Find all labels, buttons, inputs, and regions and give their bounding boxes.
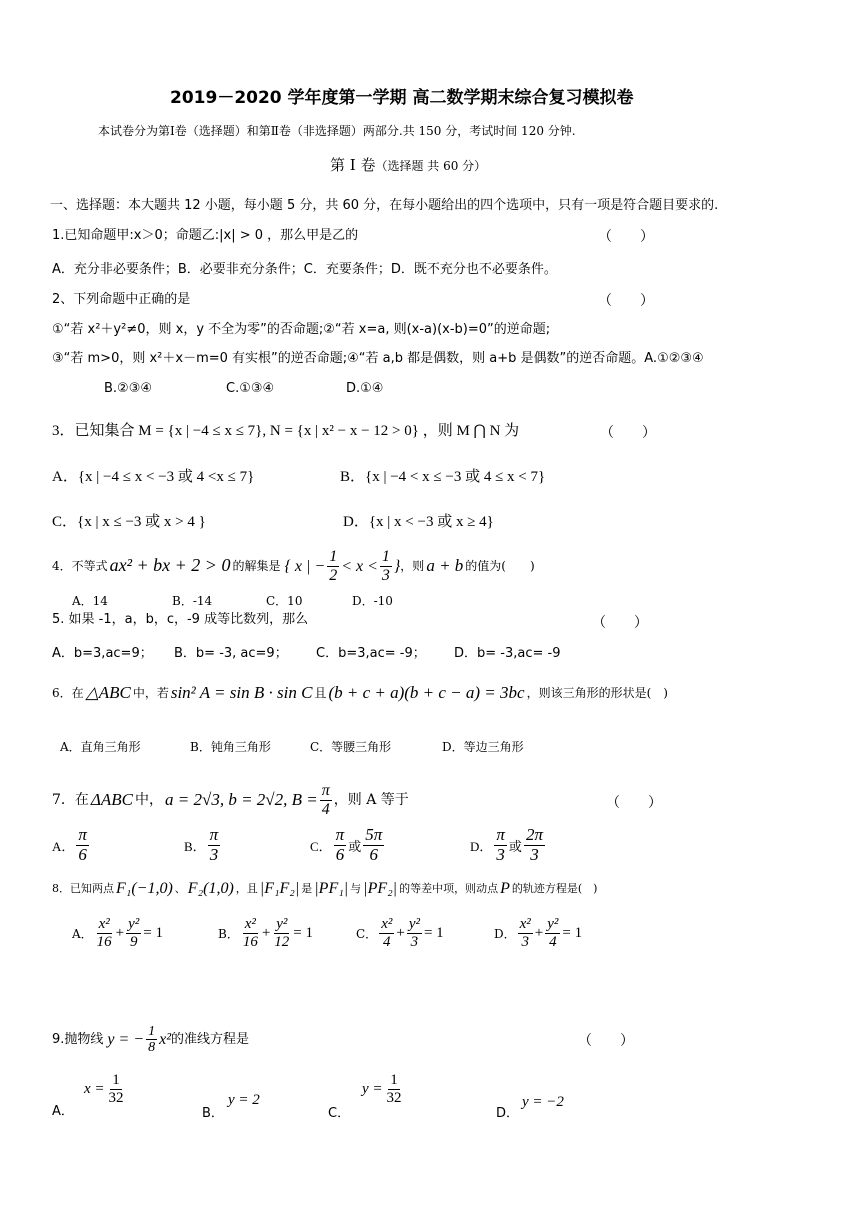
- question-9-stem-pre: 9.抛物线: [52, 1032, 104, 1048]
- question-4-stem: [52, 548, 535, 584]
- question-1-answer-blank: （ ）: [598, 229, 654, 245]
- fraction-denominator: 16: [96, 933, 112, 950]
- question-5-option-c: C．b=3,ac= -9；: [316, 646, 426, 661]
- fraction-numerator: π: [496, 825, 505, 844]
- question-8-option-d: [494, 916, 582, 950]
- fraction-numerator: x²: [381, 916, 393, 932]
- fraction-numerator: 2π: [525, 825, 543, 844]
- section-heading: 一、选择题：本大题共 12 小题，每小题 5 分，共 60 分，在每小题给出的四个选项中，只有一项是符合题目要求的.: [50, 198, 719, 213]
- option-lhs: x =: [84, 1080, 105, 1097]
- question-9-option-c-label: C．: [328, 1106, 351, 1121]
- fraction-numerator: π: [209, 825, 219, 844]
- question-8-distance-pf1: |PF₁|: [314, 880, 349, 897]
- question-8-distance-f1f2: |F₁F₂|: [259, 880, 300, 897]
- question-7-stem-end: ，则 A 等于: [333, 791, 409, 808]
- question-5-answer-blank: （ ）: [592, 615, 648, 631]
- question-4-stem-pre: 4．不等式: [52, 558, 108, 573]
- question-8-point-p: P: [500, 880, 510, 897]
- part-label: 第 Ⅰ 卷: [330, 156, 376, 174]
- option-label: B．: [184, 838, 206, 854]
- fraction-x-term: [241, 916, 260, 950]
- question-6-side-condition: (b + c + a)(b + c − a) = 3bc: [328, 683, 525, 702]
- fraction-denominator: 16: [242, 933, 258, 950]
- question-6-triangle: △ABC: [85, 683, 131, 702]
- equals-one: = 1: [562, 924, 583, 941]
- option-or: 或: [348, 839, 362, 855]
- fraction-denominator: 32: [108, 1089, 124, 1106]
- question-2-option-b: B.②③④: [104, 381, 153, 396]
- question-8-stem-end: 的轨迹方程是( ): [511, 882, 598, 895]
- question-6-sine-condition: sin² A = sin B · sin C: [170, 683, 313, 702]
- fraction-x-term: [95, 916, 114, 950]
- question-2-line-1: ①“若 x²＋y²≠0，则 x，y 不全为零”的否命题;②“若 x=a, 则(x-a)(x-b)=0”的逆命题;: [52, 322, 551, 337]
- fraction-denominator: 8: [148, 1040, 156, 1056]
- part-heading: [330, 156, 486, 175]
- question-8-stem-and: 与: [350, 882, 362, 895]
- question-9-parabola-x2: x²: [159, 1031, 172, 1049]
- fraction-denominator: 9: [129, 933, 138, 950]
- option-lhs: y =: [362, 1080, 383, 1097]
- fraction-one-third: [380, 548, 392, 584]
- fraction-denominator: 4: [549, 933, 557, 950]
- option-label: B．: [218, 926, 239, 941]
- question-4-stem-end: 的值为( ): [465, 558, 535, 573]
- question-6-option-d: D．等边三角形: [442, 740, 524, 754]
- question-7-option-d: [470, 826, 547, 864]
- question-3-option-d: D．{x | x < −3 或 x ≥ 4}: [343, 514, 494, 530]
- question-9-option-b: y = 2: [228, 1092, 260, 1108]
- fraction-x-term: [379, 916, 394, 950]
- question-4-option-d: D．-10: [352, 594, 393, 608]
- question-7-stem-mid: 中，: [135, 791, 164, 808]
- question-9-option-c: [362, 1072, 406, 1106]
- question-7-stem-pre: 7．在: [52, 791, 89, 808]
- question-2-stem: 2、下列命题中正确的是: [52, 292, 191, 307]
- option-label: C．: [356, 926, 378, 941]
- question-8-option-c: [356, 916, 444, 950]
- question-6-stem-pre: 6．在: [52, 686, 84, 700]
- fraction-pi-over-six: [76, 826, 89, 864]
- fraction-pi-over-three: [494, 826, 507, 864]
- question-9-option-d-label: D．: [496, 1106, 520, 1121]
- fraction-one-half: [327, 548, 339, 584]
- fraction-denominator: 6: [335, 844, 345, 864]
- question-7-option-a: [52, 826, 91, 864]
- fraction-pi-over-four: [320, 782, 332, 818]
- question-4-sum: a + b: [426, 555, 464, 575]
- fraction-numerator: π: [321, 782, 330, 799]
- question-6-stem-end: ，则该三角形的形状是( ): [526, 686, 668, 700]
- fraction-denominator: 3: [410, 933, 419, 950]
- question-7-triangle: ΔABC: [90, 789, 134, 809]
- fraction-numerator: x²: [519, 916, 531, 932]
- fraction-denominator: 6: [369, 844, 378, 864]
- question-5-option-a: A．b=3,ac=9；: [52, 646, 153, 661]
- plus-sign: +: [115, 924, 125, 941]
- equals-one: = 1: [423, 924, 444, 941]
- fraction-five-pi-over-six: [363, 826, 384, 864]
- fraction-denominator: 4: [383, 933, 391, 950]
- question-4-stem-post: ，则: [400, 558, 425, 573]
- question-9-stem-end: 的准线方程是: [171, 1032, 250, 1048]
- question-2-answer-blank: （ ）: [598, 293, 654, 309]
- question-6-stem: [52, 683, 668, 703]
- question-2-option-c: C.①③④: [226, 381, 275, 396]
- question-3-option-c: C．{x | x ≤ −3 或 x > 4 }: [52, 514, 206, 530]
- fraction-denominator: 6: [78, 844, 87, 864]
- question-9-answer-blank: （ ）: [578, 1033, 634, 1049]
- option-or: 或: [508, 839, 522, 855]
- fraction-numerator: π: [78, 825, 87, 844]
- fraction-one-eighth: [146, 1024, 157, 1056]
- question-6-option-c: C．等腰三角形: [310, 740, 392, 754]
- question-4-stem-mid: 的解集是: [232, 558, 281, 573]
- question-8-point-f2: F₂(1,0): [187, 880, 234, 897]
- equals-one: = 1: [293, 924, 314, 941]
- question-7-answer-blank: （ ）: [606, 795, 662, 811]
- question-8-stem-mid2: 的等差中项，则动点: [399, 882, 499, 895]
- option-label: D．: [494, 926, 516, 941]
- fraction-numerator: x²: [244, 916, 256, 932]
- plus-sign: +: [396, 924, 405, 941]
- question-8-stem-is: 是: [301, 882, 313, 895]
- question-6-option-a: A．直角三角形: [60, 740, 141, 754]
- question-3-option-b: B．{x | −4 < x ≤ −3 或 4 ≤ x < 7}: [340, 469, 546, 485]
- question-7-stem: [52, 782, 409, 818]
- set-middle: < x <: [341, 557, 378, 575]
- question-8-separator: 、: [174, 882, 186, 895]
- question-7-given-values: a = 2√3, b = 2√2, B =: [165, 789, 318, 809]
- option-label: C．: [310, 838, 332, 854]
- question-4-option-c: C．10: [266, 594, 303, 608]
- question-7-option-c: [310, 826, 386, 864]
- fraction-y-term: [272, 916, 291, 950]
- fraction-denominator: 4: [321, 800, 330, 818]
- fraction-x-term: [518, 916, 533, 950]
- fraction-one-over-32: [107, 1072, 126, 1106]
- option-label: D．: [470, 838, 493, 854]
- equals-one: = 1: [143, 924, 164, 941]
- question-8-stem: [52, 879, 597, 898]
- question-3-option-a: A．{x | −4 ≤ x < −3 或 4 <x ≤ 7}: [52, 469, 255, 485]
- question-7-option-b: [184, 826, 222, 864]
- question-1-stem: 1.已知命题甲:x＞0；命题乙:|x| > 0 ，那么甲是乙的: [52, 228, 359, 243]
- fraction-one-over-32: [385, 1072, 404, 1106]
- fraction-denominator: 12: [274, 933, 290, 950]
- question-5-option-d: D．b= -3,ac= -9: [454, 646, 561, 661]
- exam-title: 2019－2020 学年度第一学期 高二数学期末综合复习模拟卷: [170, 88, 634, 108]
- question-4-inequality: ax² + bx + 2 > 0: [109, 555, 231, 576]
- fraction-denominator: 2: [329, 566, 338, 584]
- fraction-numerator: 1: [390, 1072, 398, 1088]
- fraction-numerator: y²: [408, 916, 420, 932]
- fraction-denominator: 32: [386, 1089, 402, 1106]
- fraction-denominator: 3: [381, 566, 390, 584]
- question-8-stem-pre: 8．已知两点: [52, 882, 114, 895]
- plus-sign: +: [261, 924, 271, 941]
- fraction-y-term: [407, 916, 422, 950]
- question-2-option-d: D.①④: [346, 381, 384, 396]
- question-9-option-b-label: B．: [202, 1106, 224, 1121]
- question-6-stem-and: 且: [314, 686, 327, 700]
- set-open: { x | −: [284, 557, 326, 575]
- fraction-numerator: 1: [381, 548, 390, 565]
- question-9-stem: [52, 1024, 249, 1056]
- question-8-point-f1: F₁(−1,0): [116, 880, 173, 897]
- fraction-numerator: y²: [547, 916, 559, 932]
- part-note: （选择题 共 60 分）: [375, 159, 487, 173]
- plus-sign: +: [534, 924, 544, 941]
- fraction-numerator: 1: [148, 1024, 156, 1039]
- question-4-option-a: A．14: [72, 594, 108, 608]
- question-1-options: A．充分非必要条件；B．必要非充分条件；C．充要条件；D．既不充分也不必要条件。: [52, 262, 557, 277]
- fraction-numerator: 1: [112, 1072, 120, 1088]
- fraction-numerator: π: [335, 825, 345, 844]
- exam-intro: 本试卷分为第Ⅰ卷（选择题）和第Ⅱ卷（非选择题）两部分.共 150 分，考试时间 120 分钟.: [98, 124, 576, 138]
- fraction-denominator: 3: [496, 844, 505, 864]
- fraction-denominator: 3: [530, 844, 539, 864]
- question-8-option-b: [218, 916, 313, 950]
- option-label: A．: [52, 838, 75, 854]
- fraction-pi-over-three: [208, 826, 221, 864]
- fraction-numerator: 5π: [365, 825, 383, 844]
- question-8-stem-mid: ，且: [235, 882, 258, 895]
- fraction-numerator: 1: [329, 548, 338, 565]
- fraction-y-term: [545, 916, 560, 950]
- question-6-stem-mid: 中，若: [132, 686, 169, 700]
- question-8-option-a: [72, 916, 163, 950]
- question-5-option-b: B．b= -3, ac=9；: [174, 646, 288, 661]
- question-5-stem: 5. 如果 -1，a，b，c，-9 成等比数列，那么: [52, 612, 309, 627]
- fraction-y-term: [126, 916, 141, 950]
- fraction-pi-over-six: [334, 826, 347, 864]
- fraction-numerator: y²: [276, 916, 288, 932]
- fraction-denominator: 3: [521, 933, 529, 950]
- fraction-numerator: x²: [98, 916, 110, 932]
- question-3-stem: 3．已知集合 M = {x | −4 ≤ x ≤ 7}, N = {x | x² − x − 12 > 0} ，则 M ⋂ N 为: [52, 423, 520, 439]
- question-4-solution-set: [284, 548, 400, 584]
- question-3-answer-blank: （ ）: [600, 425, 656, 441]
- fraction-numerator: y²: [128, 916, 140, 932]
- question-4-option-b: B．-14: [172, 594, 213, 608]
- option-label: A．: [72, 926, 93, 941]
- question-9-option-a-label: A．: [52, 1104, 74, 1119]
- question-8-distance-pf2: |PF₂|: [363, 880, 398, 897]
- question-9-option-a: [84, 1072, 128, 1106]
- fraction-denominator: 3: [209, 844, 219, 864]
- fraction-two-pi-over-three: [524, 826, 545, 864]
- question-6-option-b: B．钝角三角形: [190, 740, 271, 754]
- question-9-option-d: y = −2: [522, 1094, 564, 1110]
- question-9-parabola-lhs: y = −: [107, 1031, 145, 1049]
- question-2-line-2: ③“若 m>0，则 x²＋x－m=0 有实根”的逆否命题;④“若 a,b 都是偶数，则 a+b 是偶数”的逆否命题。A.①②③④: [52, 351, 704, 366]
- set-close: }: [393, 557, 401, 575]
